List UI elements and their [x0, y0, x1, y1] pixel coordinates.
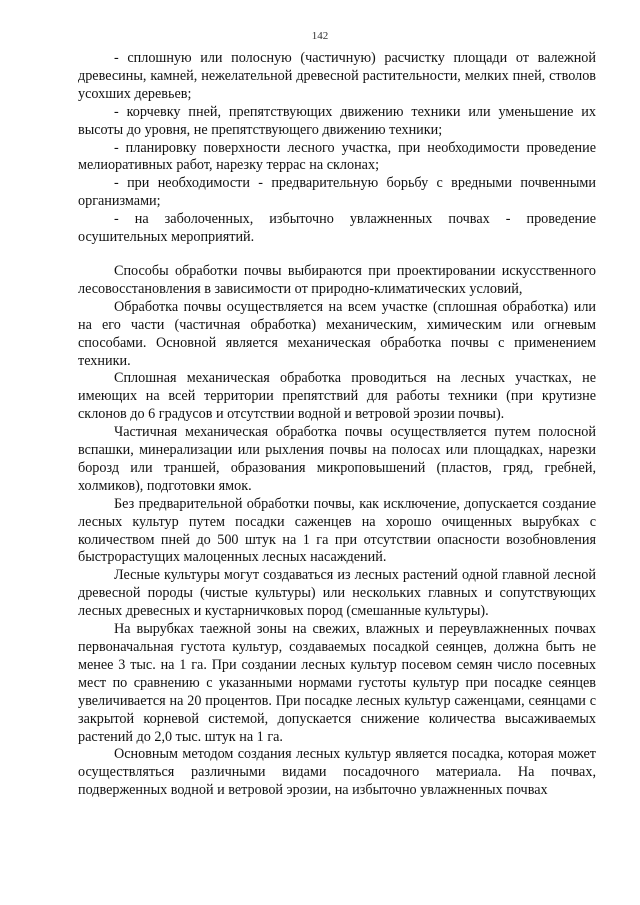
paragraph: Основным методом создания лесных культур является посадка, которая может осуществляться различными видами посадочного материала. На почвах, подверженных водной и ветровой эрозии, на избыточно увлажненных почвах — [78, 746, 596, 799]
page-number: 142 — [311, 30, 329, 42]
list-item: - при необходимости - предварительную борьбу с вредными почвенными организмами; — [78, 175, 596, 210]
paragraph: Лесные культуры могут создаваться из лесных растений одной главной лесной древесной породы (чистые культуры) или нескольких главных и сопутствующих лесных древесных и кустарничковых пород (смешанные культуры). — [78, 567, 596, 620]
paragraph: Без предварительной обработки почвы, как исключение, допускается создание лесных культур путем посадки саженцев на хорошо очищенных вырубках с количеством пней до 500 штук на 1 га при отсутствии опасности возобновления быстрорастущих малоценных лесных насаждений. — [78, 495, 596, 566]
document-body — [78, 50, 596, 800]
list-item: - сплошную или полосную (частичную) расчистку площади от валежной древесины, камней, нежелательной древесной растительности, мелких пней, стволов усохших деревьев; — [78, 50, 596, 102]
section-spacer — [78, 247, 596, 263]
list-item: - планировку поверхности лесного участка, при необходимости проведение мелиоративных работ, нарезку террас на склонах; — [78, 139, 596, 174]
list-item: - корчевку пней, препятствующих движению техники или уменьшение их высоты до уровня, не препятствующего движению техники; — [78, 103, 596, 138]
paragraph: Сплошная механическая обработка проводиться на лесных участках, не имеющих на всей территории препятствий для работы техники (при крутизне склонов до 6 градусов и отсутствии водной и ветровой эрозии почвы). — [78, 370, 596, 423]
paragraph: На вырубках таежной зоны на свежих, влажных и переувлажненных почвах первоначальная густота культур, создаваемых посадкой сеянцев, должна быть не менее 3 тыс. на 1 га. При создании лесных культур посевом семян число посевных мест по сравнению с указанными нормами густоты культур при посадке сеянцев увеличивается на 20 процентов. При посадке лесных культур саженцами, сеянцами с закрытой корневой системой, допускается снижение количества высаживаемых растений до 2,0 тыс. штук на 1 га. — [78, 621, 596, 745]
paragraph: Частичная механическая обработка почвы осуществляется путем полосной вспашки, минерализации или рыхления почвы на полосах или площадках, нарезки борозд или траншей, образования микроповышений (пластов, гряд, гребней, холмиков), подготовки ямок. — [78, 424, 596, 494]
paragraph: Обработка почвы осуществляется на всем участке (сплошная обработка) или на его части (частичная обработка) механическим, химическим или огневым способами. Основной является механическая обработка почвы с применением техники. — [78, 298, 596, 369]
paragraph: Способы обработки почвы выбираются при проектировании искусственного лесовосстановления в зависимости от природно-климатических условий, — [78, 262, 596, 297]
list-item: - на заболоченных, избыточно увлажненных почвах - проведение осушительных мероприятий. — [78, 211, 596, 246]
